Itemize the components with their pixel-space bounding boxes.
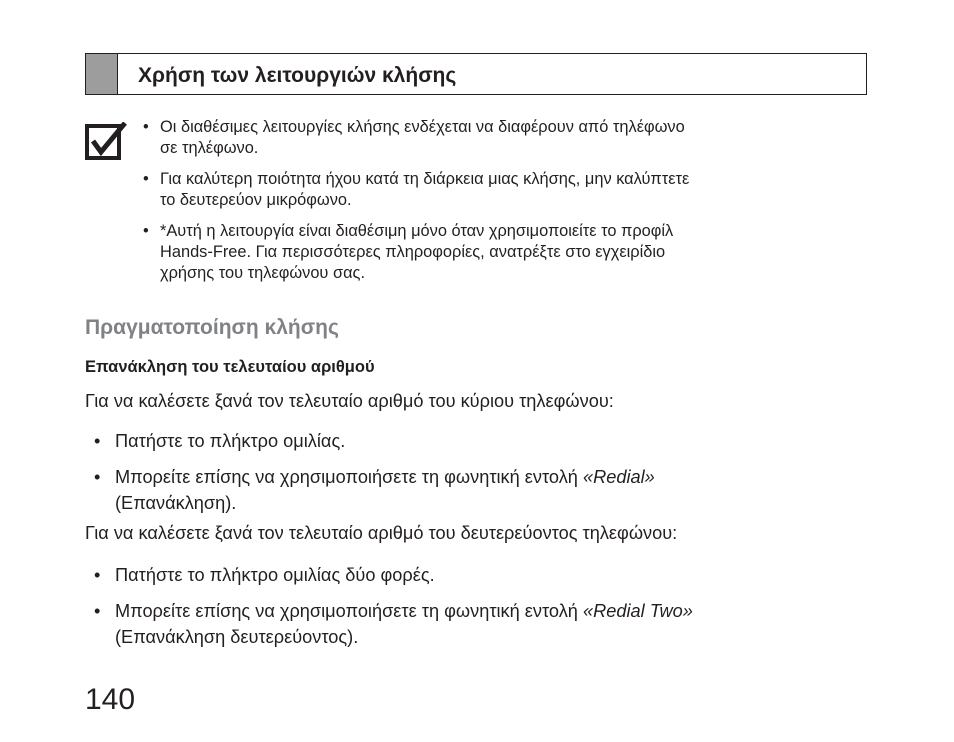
- checkbox-checked-icon: [85, 122, 129, 162]
- list-item-text: (Επανάκληση δευτερεύοντος).: [115, 627, 359, 647]
- note-line: Οι διαθέσιμες λειτουργίες κλήσης ενδέχεται να διαφέρουν από τηλέφωνο: [160, 118, 685, 136]
- list-item-text: Μπορείτε επίσης να χρησιμοποιήσετε τη φωνητική εντολή: [115, 601, 583, 621]
- note-line: χρήσης του τηλεφώνου σας.: [160, 264, 365, 282]
- note-line: *Αυτή η λειτουργία είναι διαθέσιμη μόνο όταν χρησιμοποιείτε το προφίλ: [160, 222, 674, 240]
- list-item: [94, 464, 854, 516]
- list-item: [94, 428, 854, 454]
- list-item-text: Μπορείτε επίσης να χρησιμοποιήσετε τη φωνητική εντολή: [115, 467, 583, 487]
- header-tab-marker: [86, 54, 118, 94]
- paragraph-secondary-phone: Για να καλέσετε ξανά τον τελευταίο αριθμό του δευτερεύοντος τηλεφώνου:: [85, 523, 678, 543]
- page-number: 140: [85, 683, 136, 716]
- paragraph-main-phone: Για να καλέσετε ξανά τον τελευταίο αριθμό του κύριου τηλεφώνου:: [85, 391, 614, 411]
- list-item: [94, 562, 854, 588]
- bullet-list-secondary-phone: [94, 562, 854, 660]
- note-item: [143, 221, 843, 284]
- note-line: το δευτερεύον μικρόφωνο.: [160, 191, 352, 209]
- note-item: [143, 117, 843, 159]
- bullet-list-main-phone: [94, 428, 854, 526]
- section-header-bar: [85, 53, 867, 95]
- note-item: [143, 169, 843, 211]
- note-list: [143, 117, 843, 294]
- subsection-title: Επανάκληση του τελευταίου αριθμού: [85, 358, 375, 376]
- note-line: Για καλύτερη ποιότητα ήχου κατά τη διάρκεια μιας κλήσης, μην καλύπτετε: [160, 170, 690, 188]
- page-title: Χρήση των λειτουργιών κλήσης: [138, 64, 457, 87]
- voice-command: «Redial»: [582, 467, 655, 487]
- list-item-text: Πατήστε το πλήκτρο ομιλίας δύο φορές.: [115, 565, 435, 585]
- list-item-text: Πατήστε το πλήκτρο ομιλίας.: [115, 431, 346, 451]
- voice-command: «Redial Two»: [582, 601, 693, 621]
- section-title: Πραγματοποίηση κλήσης: [85, 316, 339, 339]
- list-item: [94, 598, 854, 650]
- note-line: Hands-Free. Για περισσότερες πληροφορίες, ανατρέξτε στο εγχειρίδιο: [160, 243, 666, 261]
- note-line: σε τηλέφωνο.: [160, 139, 259, 157]
- list-item-text: (Επανάκληση).: [115, 493, 237, 513]
